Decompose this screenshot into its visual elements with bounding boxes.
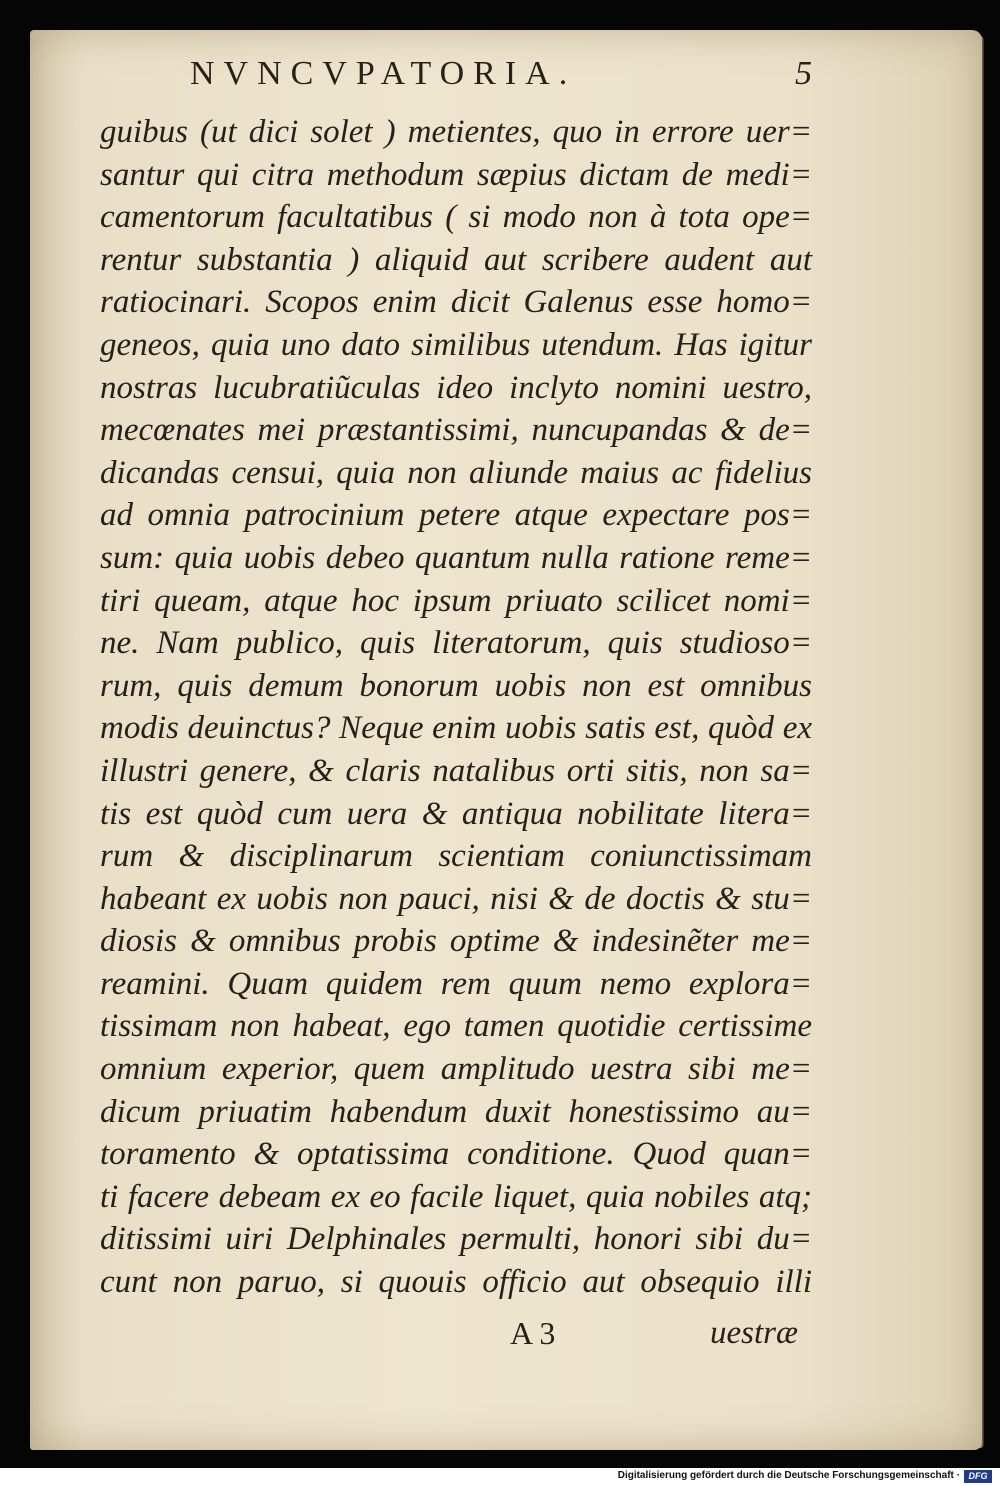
text-line: illustri genere, & claris natalibus orti sitis, non sa=	[100, 752, 812, 789]
text-line: habeant ex uobis non pauci, nisi & de doctis & stu=	[100, 880, 812, 917]
footer-credit: Digitalisierung gefördert durch die Deutsche Forschungsgemeinschaft ·	[617, 1470, 960, 1481]
text-line: sum: quia uobis debeo quantum nulla ratione reme=	[100, 539, 812, 576]
text-line: ad omnia patrocinium petere atque expectare pos=	[100, 497, 812, 534]
text-line: modis deuinctus? Neque enim uobis satis est, quòd ex	[100, 710, 812, 747]
text-line: toramento & optatissima conditione. Quod quan=	[100, 1136, 812, 1173]
dfg-logo: DFG	[964, 1470, 992, 1483]
text-line: rentur substantia ) aliquid aut scribere audent aut	[100, 241, 812, 278]
text-line: camentorum facultatibus ( si modo non à tota ope=	[100, 199, 812, 236]
text-line: mecœnates mei præstantissimi, nuncupandas & de=	[100, 412, 812, 449]
text-line: tiri queam, atque hoc ipsum priuato scilicet nomi=	[100, 582, 812, 619]
text-line: ne. Nam publico, quis literatorum, quis studioso=	[100, 625, 812, 662]
text-line: dicum priuatim habendum duxit honestissimo au=	[100, 1093, 812, 1130]
text-line: guibus (ut dici solet ) metientes, quo in errore uer=	[100, 114, 812, 150]
text-line: cunt non paruo, si quouis officio aut obsequio illi	[100, 1264, 812, 1301]
catchword: uestræ	[710, 1315, 799, 1351]
text-line: nostras lucubratiũculas ideo inclyto nomini uestro,	[100, 369, 812, 406]
running-head: NVNCVPATORIA.	[190, 55, 577, 92]
text-line: rum, quis demum bonorum uobis non est omnibus	[100, 667, 812, 704]
text-line: santur qui citra methodum sæpius dictam de medi=	[100, 156, 812, 193]
text-line: tis est quòd cum uera & antiqua nobilitate litera=	[100, 795, 812, 832]
text-line: ti facere debeam ex eo facile liquet, quia nobiles atq;	[100, 1178, 812, 1215]
text-line: geneos, quia uno dato similibus utendum. Has igitur	[100, 326, 812, 363]
text-line: ratiocinari. Scopos enim dicit Galenus esse homo=	[100, 284, 812, 321]
text-block	[100, 111, 812, 1304]
signature-mark: A 3	[510, 1315, 556, 1351]
text-line: ditissimi uiri Delphinales permulti, honori sibi du=	[100, 1221, 812, 1258]
text-line: tissimam non habeat, ego tamen quotidie certissime	[100, 1008, 812, 1045]
text-line: reamini. Quam quidem rem quum nemo explora=	[100, 965, 812, 1002]
text-line: diosis & omnibus probis optime & indesinẽter me=	[100, 923, 812, 960]
text-line: rum & disciplinarum scientiam coniunctissimam	[100, 838, 812, 875]
text-line: dicandas censui, quia non aliunde maius ac fidelius	[100, 454, 812, 491]
page-number: 5	[795, 55, 812, 92]
text-line: omnium experior, quem amplitudo uestra sibi me=	[100, 1051, 812, 1088]
